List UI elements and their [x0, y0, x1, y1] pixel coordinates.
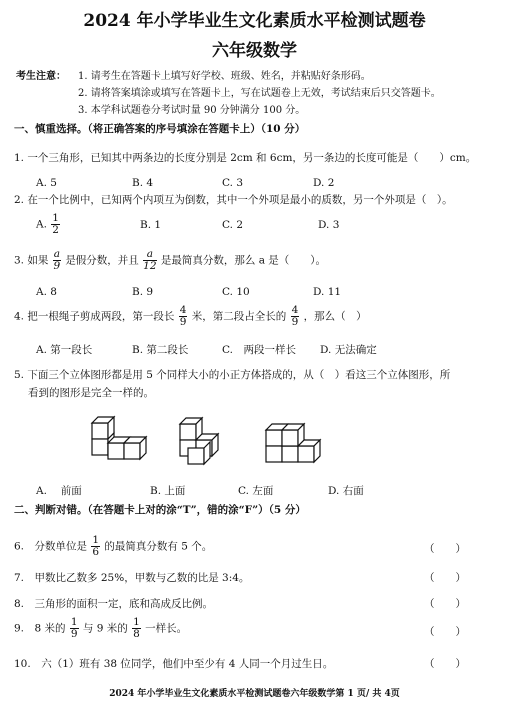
solid-figure-2 [178, 416, 248, 468]
exam-subtitle: 六年级数学 [212, 41, 297, 61]
question-9: 9. 8 米的 $\frac{1}{9}$ 与 9 米的 $\frac{1}{8}$ 一样长。 [14, 616, 188, 640]
q9-fraction-first: $\frac{1}{9}$ [70, 616, 78, 640]
q3-fraction-a-over-9: $\frac{a}{9}$ [53, 248, 61, 272]
q9-fraction-second: $\frac{1}{8}$ [133, 616, 140, 640]
q8-answer-paren: （ ） [424, 598, 466, 610]
section2-title: 二、判断对错。（在答题卡上对的涂“T”，错的涂“F”）（5 分） [14, 504, 306, 516]
q6-fraction: $\frac{1}{6}$ [92, 534, 100, 558]
q5-option-d: D. 右面 [328, 485, 364, 497]
page-footer: 2024 年小学毕业生文化素质水平检测试题卷六年级数学第 1 页/ 共 4页 [109, 689, 400, 699]
solid-figure-3 [264, 420, 334, 468]
q2-option-d: D. 3 [318, 219, 340, 231]
notice-item-2: 2. 请将答案填涂或填写在答题卡上，写在试题卷上无效，考试结束后只交答题卡。 [78, 88, 441, 99]
notice-item-1: 1. 请考生在答题卡上填写好学校、班级、姓名，并粘贴好条形码。 [78, 71, 371, 82]
question-5-line-2: 看到的图形是完全一样的。 [28, 387, 154, 399]
q1-option-c: C. 3 [222, 177, 244, 189]
q3-option-c: C. 10 [222, 286, 250, 298]
q3-fraction-a-over-12: $\frac{a}{12}$ [143, 248, 157, 272]
q4-fraction-second: $\frac{4}{9}$ [291, 304, 299, 328]
q2-option-a-fraction: $\frac{1}{2}$ [52, 212, 59, 236]
q4-option-c: C. 两段一样长 [222, 344, 296, 356]
q4-option-b: B. 第二段长 [132, 344, 189, 356]
question-1: 1. 一个三角形，已知其中两条边的长度分别是 2cm 和 6cm，另一条边的长度可能是（ ）cm。 [14, 152, 477, 164]
q9-answer-paren: （ ） [424, 626, 466, 638]
q3-option-a: A. 8 [36, 286, 57, 298]
notice-label: 考生注意： [16, 71, 66, 82]
q4-option-a: A. 第一段长 [36, 344, 93, 356]
question-2: 2. 在一个比例中，已知两个内项互为倒数，其中一个外项是最小的质数，另一个外项是（ ）。 [14, 194, 453, 206]
exam-title: 2024 年小学毕业生文化素质水平检测试题卷 [83, 11, 426, 31]
solid-figure-1 [90, 413, 160, 465]
q3-option-b: B. 9 [132, 286, 154, 298]
q2-option-c: C. 2 [222, 219, 244, 231]
q5-option-b: B. 上面 [150, 485, 186, 497]
question-3: 3. 如果 $\frac{a}{9}$ 是假分数，并且 $\frac{a}{12}$ 是最简真分数，那么 a 是（ ）。 [14, 248, 327, 272]
q3-option-d: D. 11 [313, 286, 342, 298]
q2-option-b: B. 1 [140, 219, 162, 231]
q4-option-d: D. 无法确定 [320, 344, 377, 356]
question-10: 10. 六（1）班有 38 位同学，他们中至少有 4 人同一个月过生日。 [14, 658, 334, 670]
q5-option-a: A. 前面 [36, 485, 82, 497]
q1-option-d: D. 2 [313, 177, 335, 189]
section1-title: 一、慎重选择。（将正确答案的序号填涂在答题卡上）（10 分） [14, 123, 306, 135]
q1-option-a: A. 5 [36, 177, 57, 189]
q1-option-b: B. 4 [132, 177, 154, 189]
question-6: 6. 分数单位是 $\frac{1}{6}$ 的最简真分数有 5 个。 [14, 534, 213, 558]
question-7: 7. 甲数比乙数多 25%，甲数与乙数的比是 3:4。 [14, 572, 250, 584]
q7-answer-paren: （ ） [424, 572, 466, 584]
q6-answer-paren: （ ） [424, 543, 466, 555]
q10-answer-paren: （ ） [424, 658, 466, 670]
notice-item-3: 3. 本学科试题卷分考试时量 90 分钟满分 100 分。 [78, 105, 306, 116]
q2-option-a-label: A. [36, 218, 47, 231]
question-8: 8. 三角形的面积一定，底和高成反比例。 [14, 598, 214, 610]
q4-fraction-first: $\frac{4}{9}$ [179, 304, 187, 328]
q5-option-c: C. 左面 [238, 485, 274, 497]
question-4: 4. 把一根绳子剪成两段，第一段长 $\frac{4}{9}$ 米，第二段占全长的 $\frac{4}{9}$ ，那么（ ） [14, 304, 367, 328]
question-5-line-1: 5. 下面三个立体图形都是用 5 个同样大小的小正方体搭成的，从（ ）看这三个立体图形，所 [14, 369, 451, 381]
q2-option-a [36, 213, 61, 236]
